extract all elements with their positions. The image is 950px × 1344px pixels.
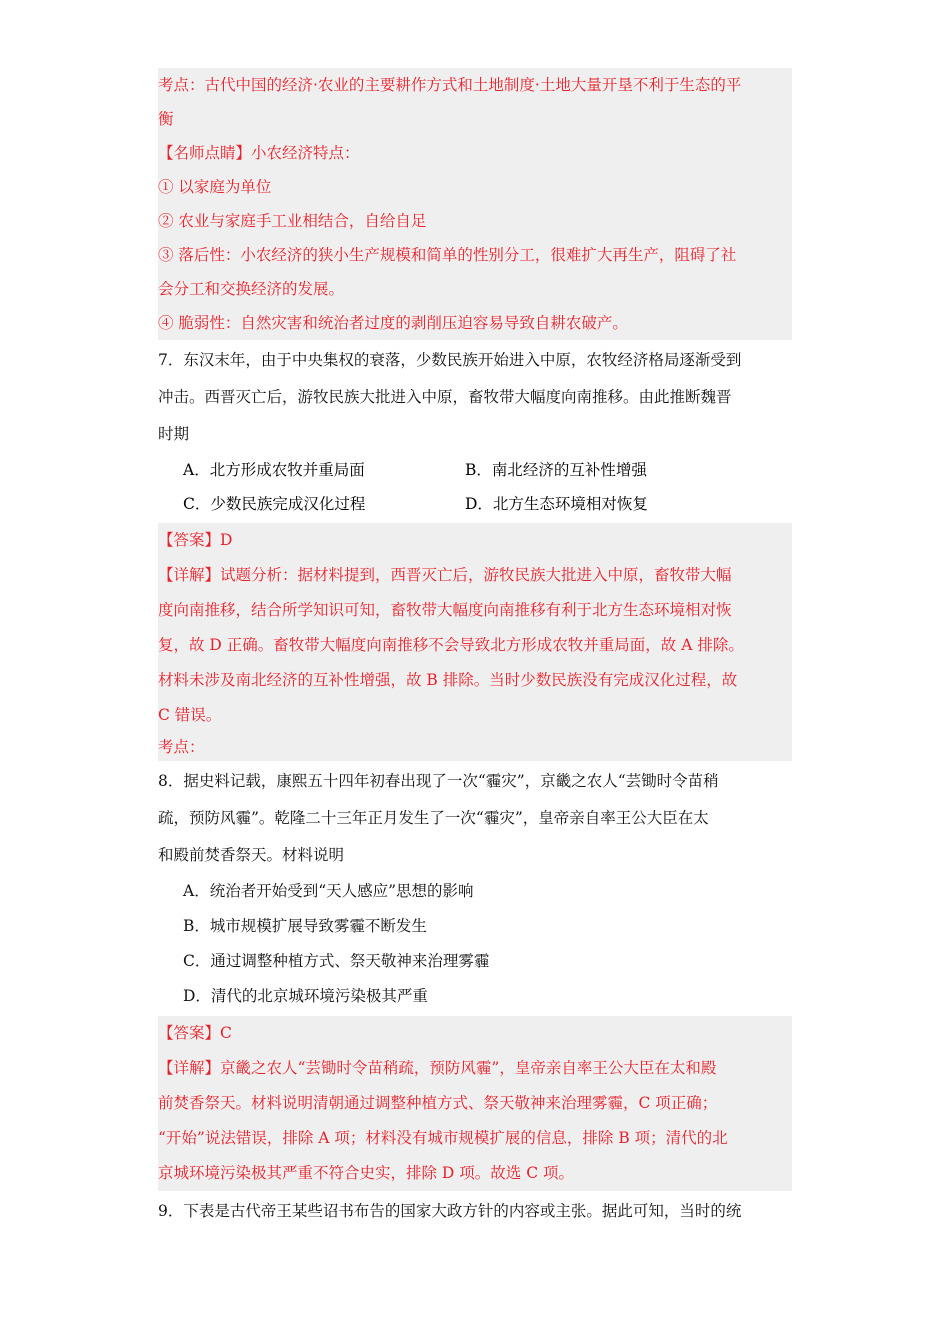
answer-block-q7 bbox=[158, 523, 792, 761]
question-7 bbox=[158, 342, 792, 521]
option-a: A．北方形成农牧并重局面 bbox=[183, 461, 365, 479]
text-line: 衡 bbox=[158, 110, 174, 128]
question-stem-line: 7．东汉末年，由于中央集权的衰落，少数民族开始进入中原，农牧经济格局逐渐受到 bbox=[158, 351, 742, 369]
text-line: ② 农业与家庭手工业相结合，自给自足 bbox=[158, 212, 427, 230]
explanation-line: 材料未涉及南北经济的互补性增强，故 B 排除。当时少数民族没有完成汉化过程，故 bbox=[158, 671, 738, 689]
option-b: B．城市规模扩展导致雾霾不断发生 bbox=[183, 917, 427, 935]
text-line: ④ 脆弱性：自然灾害和统治者过度的剥削压迫容易导致自耕农破产。 bbox=[158, 314, 628, 332]
explanation-line: 度向南推移，结合所学知识可知，畜牧带大幅度向南推移有利于北方生态环境相对恢 bbox=[158, 601, 732, 619]
answer-block-q8 bbox=[158, 1016, 792, 1191]
text-line: ① 以家庭为单位 bbox=[158, 178, 272, 196]
answer-label: 【答案】C bbox=[158, 1024, 232, 1042]
options-row bbox=[158, 453, 792, 487]
question-9 bbox=[158, 1193, 792, 1230]
option-d: D．清代的北京城环境污染极其严重 bbox=[183, 987, 428, 1005]
explanation-line: 前焚香祭天。材料说明清朝通过调整种植方式、祭天敬神来治理雾霾，C 项正确； bbox=[158, 1094, 718, 1112]
question-stem-line: 冲击。西晋灭亡后，游牧民族大批进入中原，畜牧带大幅度向南推移。由此推断魏晋 bbox=[158, 388, 732, 406]
option-d: D．北方生态环境相对恢复 bbox=[465, 495, 648, 513]
option-c: C．少数民族完成汉化过程 bbox=[183, 495, 366, 513]
text-line: 会分工和交换经济的发展。 bbox=[158, 280, 345, 298]
explanation-line: C 错误。 bbox=[158, 706, 222, 724]
explanation-line: 京城环境污染极其严重不符合史实，排除 D 项。故选 C 项。 bbox=[158, 1164, 574, 1182]
explanation-line: 【详解】京畿之农人“芸锄时令苗稍疏，预防风霾”，皇帝亲自率王公大臣在太和殿 bbox=[158, 1059, 717, 1077]
question-stem-line: 9．下表是古代帝王某些诏书布告的国家大政方针的内容或主张。据此可知，当时的统 bbox=[158, 1202, 742, 1220]
question-stem-line: 8．据史料记载，康熙五十四年初春出现了一次“霾灾”，京畿之农人“芸锄时令苗稍 bbox=[158, 772, 719, 790]
question-stem-line: 时期 bbox=[158, 425, 190, 443]
exam-point-label: 考点： bbox=[158, 738, 205, 756]
text-line: 【名师点睛】小农经济特点： bbox=[158, 144, 360, 162]
text-line: 考点：古代中国的经济·农业的主要耕作方式和土地制度·土地大量开垦不利于生态的平 bbox=[158, 76, 742, 94]
option-c: C．通过调整种植方式、祭天敬神来治理雾霾 bbox=[183, 952, 490, 970]
explanation-line: “开始”说法错误，排除 A 项；材料没有城市规模扩展的信息，排除 B 项；清代的北 bbox=[158, 1129, 728, 1147]
option-b: B．南北经济的互补性增强 bbox=[465, 461, 647, 479]
explanation-line: 【详解】试题分析：据材料提到，西晋灭亡后，游牧民族大批进入中原，畜牧带大幅 bbox=[158, 566, 732, 584]
document-page bbox=[158, 68, 792, 1230]
question-stem-line: 和殿前焚香祭天。材料说明 bbox=[158, 846, 345, 864]
analysis-block-q6 bbox=[158, 68, 792, 340]
options-row bbox=[158, 487, 792, 521]
question-8 bbox=[158, 763, 792, 1014]
text-line: ③ 落后性：小农经济的狭小生产规模和简单的性别分工，很难扩大再生产，阻碍了社 bbox=[158, 246, 737, 264]
explanation-line: 复，故 D 正确。畜牧带大幅度向南推移不会导致北方形成农牧并重局面，故 A 排除。 bbox=[158, 636, 744, 654]
question-stem-line: 疏，预防风霾”。乾隆二十三年正月发生了一次“霾灾”，皇帝亲自率王公大臣在太 bbox=[158, 809, 709, 827]
option-a: A．统治者开始受到“天人感应”思想的影响 bbox=[183, 882, 474, 900]
answer-label: 【答案】D bbox=[158, 531, 233, 549]
